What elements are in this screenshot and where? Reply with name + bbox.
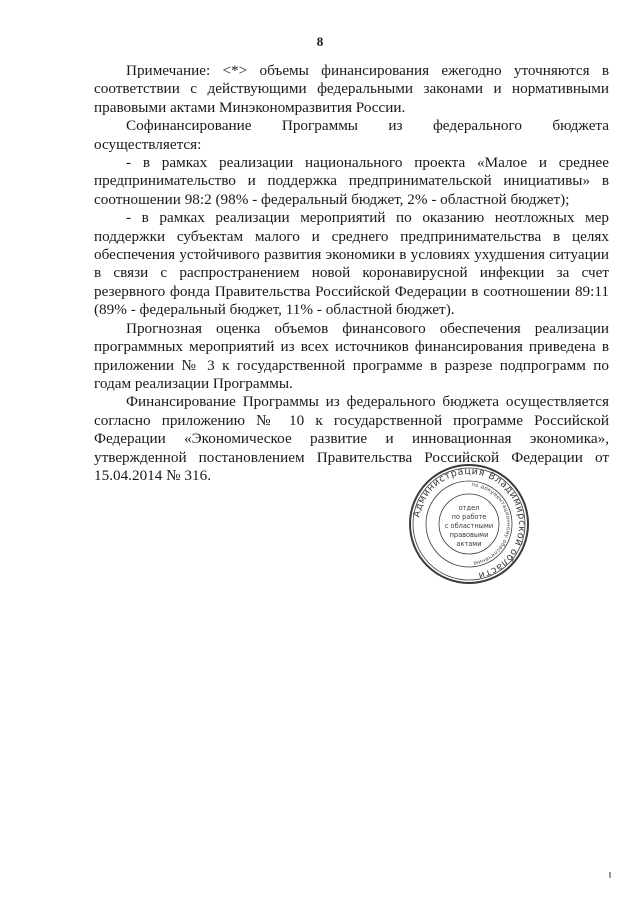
paragraph-national-project: - в рамках реализации национального проекта «Малое и среднее предпринимательство и поддержка предпринимательской инициативы» в соотношении 98:2 (98% - федеральный бюджет, 2% - областной бюджет);	[94, 154, 609, 208]
paragraph-urgent-measures: - в рамках реализации мероприятий по оказанию неотложных мер поддержки субъектам малого и среднего предпринимательства в целях обеспечения устойчивого развития экономики в условиях ухудшения ситуации в связи с распространением новой коронавирусной инфекции за счет резервного фонда Правительства Российской Федерации в соотношении 89:11 (89% - федеральный бюджет, 11% - областной бюджет).	[94, 209, 609, 319]
stamp-outer-text: Администрация Владимирской области	[411, 465, 528, 582]
stamp-center-line: актами	[456, 540, 482, 548]
page-number: 8	[316, 34, 324, 49]
stamp-center-line: с областными	[444, 522, 494, 530]
stamp-center-line: правовыми	[449, 531, 489, 539]
official-stamp	[408, 463, 530, 585]
paragraph-forecast: Прогнозная оценка объемов финансового обеспечения реализации программных мероприятий из всех источников финансирования приведена в приложении № 3 к государственной программе в разрезе подпрограмм по годам реализации Программы.	[94, 319, 609, 392]
paragraph-note: Примечание: <*> объемы финансирования ежегодно уточняются в соответствии с действующими федеральными законами и нормативными правовыми актами Минэкономразвития России.	[94, 62, 609, 116]
paragraph-cofinancing: Софинансирование Программы из федерального бюджета осуществляется:	[94, 117, 609, 153]
stamp-center-line: по работе	[451, 513, 487, 521]
stamp-center-line: отдел	[458, 504, 480, 512]
scan-mark	[609, 872, 611, 878]
stamp-seal-icon	[408, 463, 530, 585]
document-body	[94, 62, 609, 485]
paragraph-federal-financing: Финансирование Программы из федерального бюджета осуществляется согласно приложению № 10 к государственной программе Российской Федерации «Экономическое развитие и инновационная экономика», утвержденной постановлением Правительства Российской Федерации от 15.04.2014 № 316.	[94, 393, 609, 484]
stamp-inner-text: по документационному обеспечению	[471, 482, 512, 566]
